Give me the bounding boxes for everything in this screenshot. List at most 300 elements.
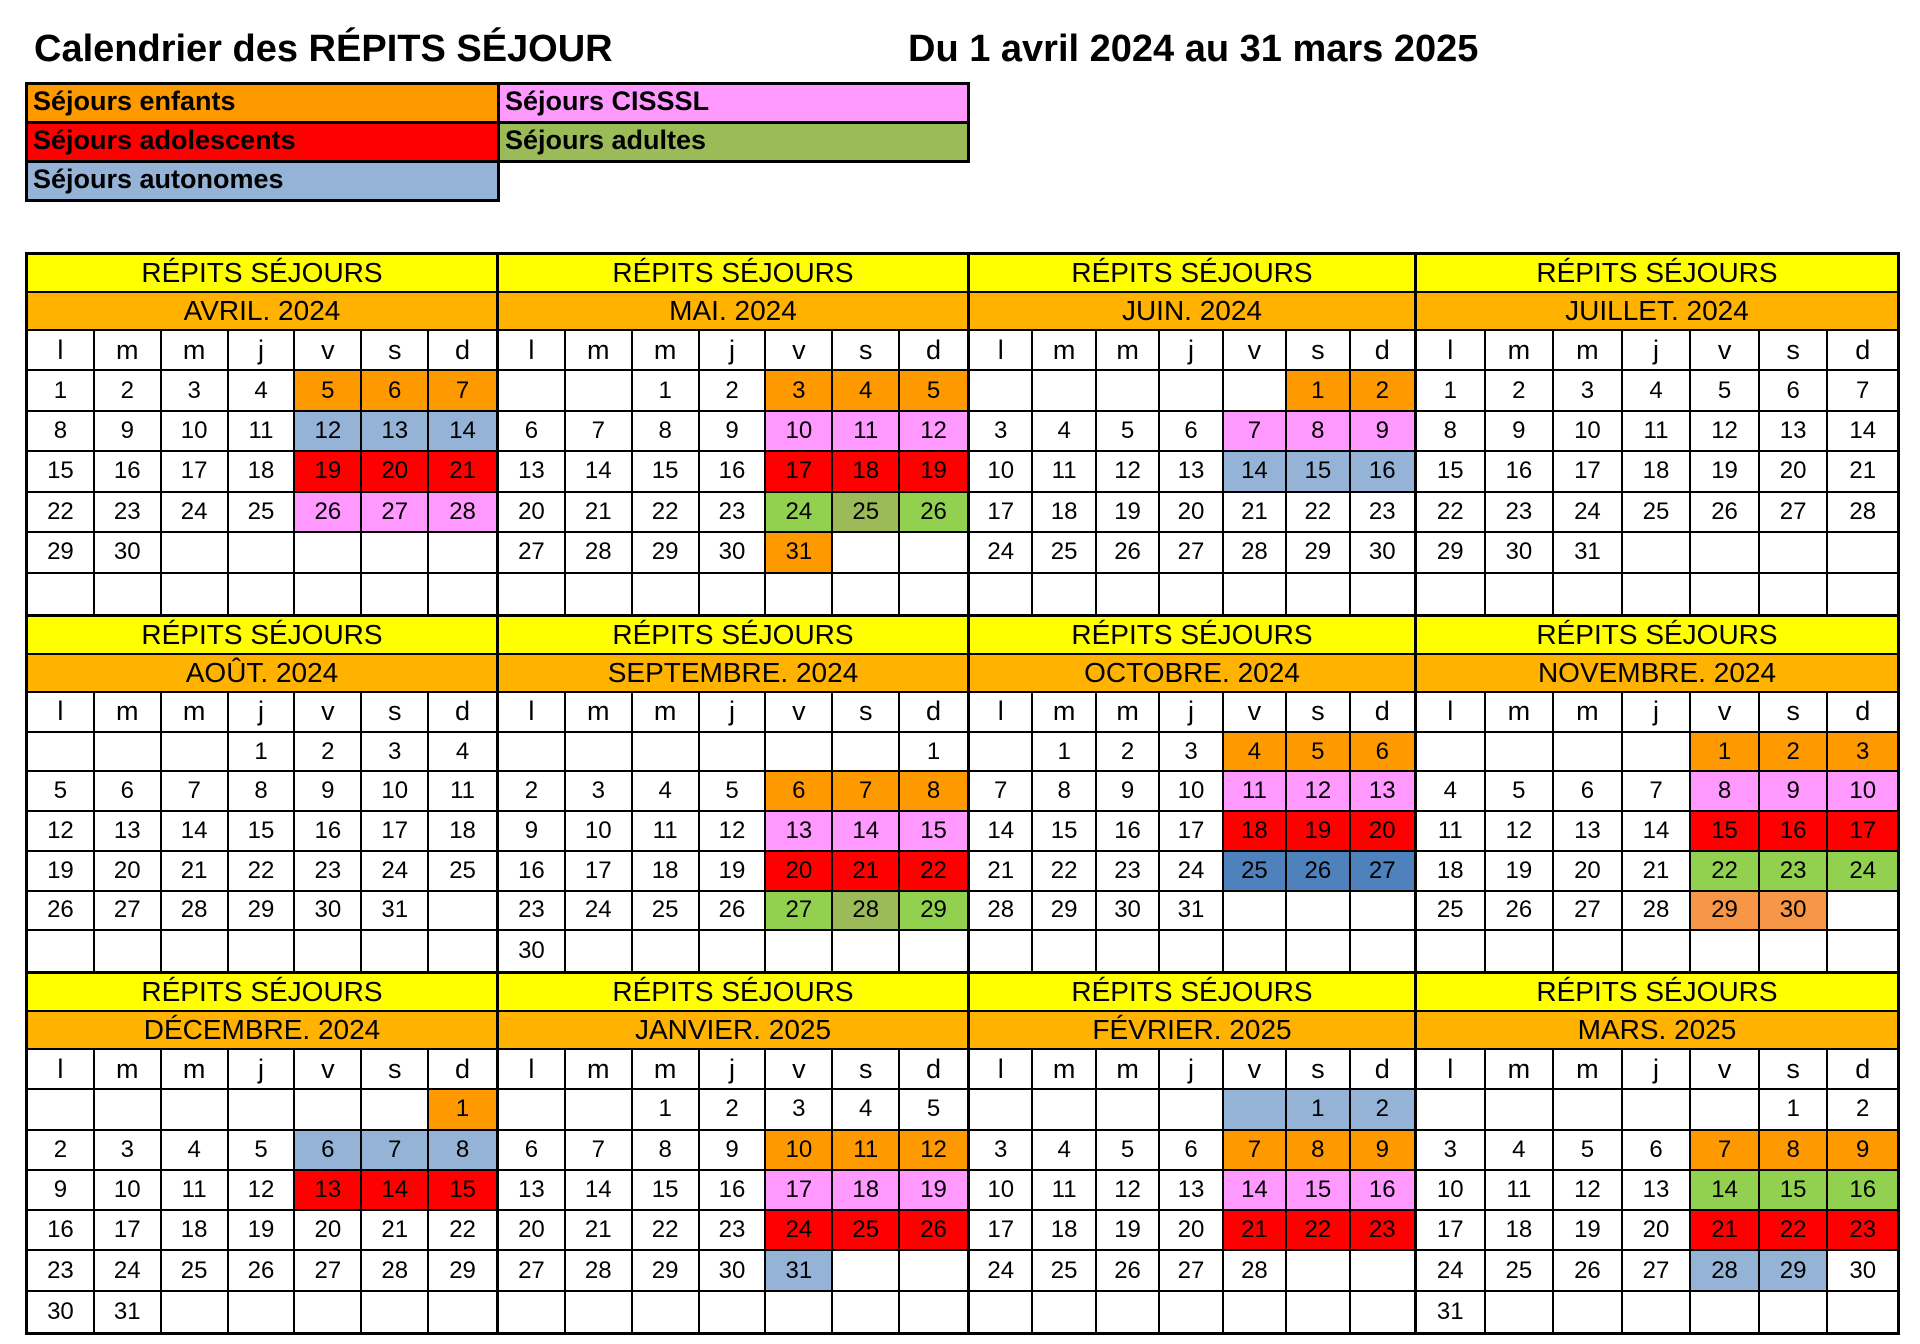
day-cell — [566, 733, 633, 773]
weekday-header: l — [1417, 1050, 1486, 1090]
day-cell — [499, 733, 566, 773]
day-cell: 7 — [970, 772, 1033, 812]
day-cell: 11 — [162, 1171, 229, 1211]
weekday-header: s — [362, 331, 429, 371]
day-cell — [766, 931, 833, 971]
day-cell: 29 — [633, 533, 700, 573]
day-cell: 9 — [95, 412, 162, 452]
day-cell: 17 — [766, 452, 833, 492]
day-cell: 14 — [1224, 1171, 1287, 1211]
day-cell: 28 — [566, 1251, 633, 1291]
day-cell: 6 — [1160, 412, 1223, 452]
weekday-header: m — [566, 693, 633, 733]
day-cell — [1160, 1292, 1223, 1332]
day-cell — [833, 1292, 900, 1332]
day-cell: 22 — [1287, 493, 1350, 533]
day-cell: 9 — [1097, 772, 1160, 812]
month-name: DÉCEMBRE. 2024 — [28, 1012, 496, 1050]
month-header-label: RÉPITS SÉJOURS — [28, 617, 496, 655]
day-cell: 30 — [1828, 1251, 1897, 1291]
weekday-header: j — [229, 331, 296, 371]
day-cell — [1351, 931, 1414, 971]
month-days-grid — [28, 331, 496, 614]
day-cell: 7 — [566, 1131, 633, 1171]
weekday-header: m — [1033, 331, 1096, 371]
day-cell: 30 — [499, 931, 566, 971]
day-cell: 28 — [1623, 892, 1692, 932]
day-cell — [1287, 931, 1350, 971]
day-cell: 6 — [1623, 1131, 1692, 1171]
day-cell: 6 — [95, 772, 162, 812]
day-cell: 2 — [499, 772, 566, 812]
day-cell: 27 — [1554, 892, 1623, 932]
day-cell: 17 — [362, 812, 429, 852]
day-cell — [833, 574, 900, 614]
day-cell — [295, 931, 362, 971]
day-cell: 17 — [1828, 812, 1897, 852]
month-calendar — [496, 252, 970, 617]
legend-cisssl-label: Séjours CISSSL — [505, 86, 710, 116]
day-cell — [229, 1292, 296, 1332]
day-cell: 20 — [1351, 812, 1414, 852]
day-cell: 21 — [1224, 1211, 1287, 1251]
day-cell — [1554, 574, 1623, 614]
day-cell: 22 — [1417, 493, 1486, 533]
day-cell: 18 — [1417, 852, 1486, 892]
day-cell: 24 — [566, 892, 633, 932]
day-cell — [1287, 1292, 1350, 1332]
day-cell: 23 — [1351, 1211, 1414, 1251]
day-cell — [1760, 533, 1829, 573]
day-cell: 30 — [700, 533, 767, 573]
day-cell: 27 — [499, 1251, 566, 1291]
day-cell: 3 — [1828, 733, 1897, 773]
weekday-header: l — [28, 331, 95, 371]
day-cell: 1 — [1287, 1090, 1350, 1130]
weekday-header: d — [1828, 693, 1897, 733]
day-cell: 16 — [28, 1211, 95, 1251]
day-cell: 4 — [833, 371, 900, 411]
month-days-grid — [1417, 331, 1897, 614]
day-cell: 8 — [1417, 412, 1486, 452]
day-cell — [1224, 1090, 1287, 1130]
weekday-header: m — [162, 331, 229, 371]
day-cell — [1554, 733, 1623, 773]
day-cell: 22 — [28, 493, 95, 533]
day-cell: 28 — [429, 493, 496, 533]
day-cell — [1160, 574, 1223, 614]
day-cell: 24 — [1554, 493, 1623, 533]
day-cell: 2 — [1486, 371, 1555, 411]
day-cell: 9 — [1486, 412, 1555, 452]
weekday-header: d — [429, 1050, 496, 1090]
day-cell: 31 — [95, 1292, 162, 1332]
day-cell: 7 — [1691, 1131, 1760, 1171]
day-cell: 7 — [362, 1131, 429, 1171]
month-days-grid — [499, 331, 967, 614]
day-cell — [833, 931, 900, 971]
day-cell: 20 — [766, 852, 833, 892]
weekday-header: d — [1351, 693, 1414, 733]
day-cell — [970, 1090, 1033, 1130]
day-cell: 14 — [1224, 452, 1287, 492]
day-cell: 14 — [429, 412, 496, 452]
month-calendar — [496, 614, 970, 974]
day-cell — [700, 733, 767, 773]
day-cell: 19 — [229, 1211, 296, 1251]
day-cell: 15 — [633, 452, 700, 492]
day-cell — [1224, 931, 1287, 971]
day-cell: 12 — [1287, 772, 1350, 812]
day-cell: 19 — [28, 852, 95, 892]
weekday-header: m — [1486, 1050, 1555, 1090]
month-name: SEPTEMBRE. 2024 — [499, 655, 967, 693]
day-cell: 25 — [1033, 1251, 1096, 1291]
day-cell — [1097, 1090, 1160, 1130]
day-cell: 24 — [362, 852, 429, 892]
day-cell: 21 — [1224, 493, 1287, 533]
legend-autonomes-label: Séjours autonomes — [33, 164, 284, 194]
month-days-grid — [499, 693, 967, 971]
month-name: FÉVRIER. 2025 — [970, 1012, 1414, 1050]
day-cell — [900, 1251, 967, 1291]
day-cell: 13 — [1160, 1171, 1223, 1211]
day-cell — [900, 1292, 967, 1332]
day-cell: 30 — [1097, 892, 1160, 932]
day-cell: 23 — [1097, 852, 1160, 892]
weekday-header: l — [970, 331, 1033, 371]
weekday-header: m — [1554, 693, 1623, 733]
day-cell: 24 — [1417, 1251, 1486, 1291]
day-cell — [1691, 574, 1760, 614]
month-name: MARS. 2025 — [1417, 1012, 1897, 1050]
day-cell: 10 — [766, 1131, 833, 1171]
weekday-header: d — [429, 693, 496, 733]
day-cell — [1760, 1292, 1829, 1332]
day-cell: 20 — [1760, 452, 1829, 492]
day-cell: 9 — [1760, 772, 1829, 812]
day-cell: 2 — [1351, 371, 1414, 411]
day-cell: 21 — [1828, 452, 1897, 492]
day-cell: 6 — [766, 772, 833, 812]
weekday-header: s — [1760, 1050, 1829, 1090]
day-cell: 17 — [566, 852, 633, 892]
day-cell: 27 — [499, 533, 566, 573]
day-cell: 9 — [1828, 1131, 1897, 1171]
day-cell: 25 — [1033, 533, 1096, 573]
period-title: Du 1 avril 2024 au 31 mars 2025 — [908, 28, 1479, 70]
day-cell: 28 — [162, 892, 229, 932]
day-cell: 16 — [1760, 812, 1829, 852]
day-cell — [162, 533, 229, 573]
day-cell: 16 — [499, 852, 566, 892]
day-cell: 20 — [362, 452, 429, 492]
day-cell — [633, 733, 700, 773]
day-cell: 31 — [766, 533, 833, 573]
day-cell — [900, 931, 967, 971]
day-cell: 11 — [229, 412, 296, 452]
weekday-header: d — [429, 331, 496, 371]
day-cell: 22 — [1287, 1211, 1350, 1251]
day-cell: 4 — [1486, 1131, 1555, 1171]
day-cell — [362, 931, 429, 971]
day-cell: 5 — [1486, 772, 1555, 812]
day-cell: 5 — [900, 371, 967, 411]
day-cell — [499, 574, 566, 614]
weekday-header: d — [900, 1050, 967, 1090]
weekday-header: m — [1554, 1050, 1623, 1090]
day-cell: 12 — [1691, 412, 1760, 452]
day-cell — [1224, 892, 1287, 932]
day-cell: 30 — [28, 1292, 95, 1332]
day-cell: 11 — [1417, 812, 1486, 852]
weekday-header: s — [362, 693, 429, 733]
day-cell: 22 — [633, 1211, 700, 1251]
day-cell: 17 — [970, 1211, 1033, 1251]
day-cell: 29 — [633, 1251, 700, 1291]
day-cell — [362, 1292, 429, 1332]
month-days-grid — [1417, 693, 1897, 971]
day-cell — [95, 574, 162, 614]
month-days-grid — [970, 331, 1414, 614]
day-cell: 4 — [1224, 733, 1287, 773]
weekday-header: j — [1160, 693, 1223, 733]
day-cell: 3 — [970, 412, 1033, 452]
day-cell: 11 — [833, 412, 900, 452]
day-cell: 31 — [1160, 892, 1223, 932]
day-cell — [1417, 931, 1486, 971]
legend-adultes-label: Séjours adultes — [505, 125, 707, 155]
weekday-header: l — [499, 1050, 566, 1090]
day-cell — [1033, 371, 1096, 411]
day-cell: 13 — [95, 812, 162, 852]
day-cell: 22 — [633, 493, 700, 533]
day-cell: 27 — [1160, 1251, 1223, 1291]
day-cell — [833, 733, 900, 773]
month-header-label: RÉPITS SÉJOURS — [1417, 617, 1897, 655]
day-cell: 22 — [1691, 852, 1760, 892]
day-cell: 12 — [1097, 1171, 1160, 1211]
day-cell — [1033, 1292, 1096, 1332]
day-cell: 5 — [1097, 412, 1160, 452]
day-cell: 13 — [1554, 812, 1623, 852]
day-cell — [766, 574, 833, 614]
weekday-header: l — [28, 693, 95, 733]
day-cell: 15 — [229, 812, 296, 852]
day-cell: 18 — [1033, 1211, 1096, 1251]
day-cell: 5 — [229, 1131, 296, 1171]
day-cell: 12 — [700, 812, 767, 852]
month-name: OCTOBRE. 2024 — [970, 655, 1414, 693]
day-cell: 6 — [1160, 1131, 1223, 1171]
day-cell — [95, 733, 162, 773]
day-cell: 29 — [1417, 533, 1486, 573]
day-cell: 1 — [1033, 733, 1096, 773]
day-cell: 20 — [1623, 1211, 1692, 1251]
weekday-header: v — [295, 693, 362, 733]
day-cell — [229, 533, 296, 573]
day-cell: 28 — [1828, 493, 1897, 533]
day-cell: 24 — [95, 1251, 162, 1291]
day-cell — [499, 1090, 566, 1130]
day-cell: 19 — [900, 452, 967, 492]
day-cell: 11 — [1486, 1171, 1555, 1211]
day-cell — [1351, 1251, 1414, 1291]
weekday-header: j — [700, 693, 767, 733]
day-cell — [229, 931, 296, 971]
day-cell: 15 — [429, 1171, 496, 1211]
day-cell: 17 — [95, 1211, 162, 1251]
day-cell: 25 — [1486, 1251, 1555, 1291]
month-name: JANVIER. 2025 — [499, 1012, 967, 1050]
day-cell — [700, 574, 767, 614]
day-cell: 4 — [1033, 1131, 1096, 1171]
day-cell: 29 — [429, 1251, 496, 1291]
legend-autonomes — [25, 160, 500, 202]
day-cell: 18 — [833, 452, 900, 492]
day-cell — [95, 1090, 162, 1130]
day-cell — [162, 1292, 229, 1332]
day-cell — [1486, 1090, 1555, 1130]
day-cell — [633, 1292, 700, 1332]
month-name: AOÛT. 2024 — [28, 655, 496, 693]
day-cell — [970, 733, 1033, 773]
day-cell: 21 — [1691, 1211, 1760, 1251]
day-cell — [1417, 733, 1486, 773]
day-cell — [700, 1292, 767, 1332]
day-cell: 10 — [766, 412, 833, 452]
day-cell: 7 — [1828, 371, 1897, 411]
month-name: AVRIL. 2024 — [28, 293, 496, 331]
day-cell: 4 — [1417, 772, 1486, 812]
day-cell: 19 — [700, 852, 767, 892]
day-cell: 21 — [1623, 852, 1692, 892]
page-title: Calendrier des RÉPITS SÉJOUR — [34, 28, 613, 70]
day-cell — [295, 574, 362, 614]
day-cell: 15 — [1760, 1171, 1829, 1211]
day-cell: 22 — [429, 1211, 496, 1251]
day-cell — [1417, 574, 1486, 614]
day-cell: 30 — [1760, 892, 1829, 932]
day-cell: 18 — [162, 1211, 229, 1251]
weekday-header: s — [833, 331, 900, 371]
day-cell: 28 — [970, 892, 1033, 932]
day-cell — [429, 892, 496, 932]
day-cell — [229, 574, 296, 614]
day-cell: 9 — [1351, 412, 1414, 452]
day-cell — [1224, 1292, 1287, 1332]
day-cell — [1097, 574, 1160, 614]
day-cell: 24 — [766, 1211, 833, 1251]
day-cell: 1 — [429, 1090, 496, 1130]
day-cell: 13 — [1351, 772, 1414, 812]
day-cell: 21 — [970, 852, 1033, 892]
day-cell: 29 — [900, 892, 967, 932]
weekday-header: v — [1224, 331, 1287, 371]
weekday-header: d — [900, 693, 967, 733]
day-cell: 3 — [162, 371, 229, 411]
day-cell: 5 — [28, 772, 95, 812]
day-cell: 29 — [1691, 892, 1760, 932]
day-cell: 26 — [1486, 892, 1555, 932]
month-days-grid — [1417, 1050, 1897, 1332]
day-cell: 17 — [766, 1171, 833, 1211]
weekday-header: l — [499, 331, 566, 371]
day-cell: 1 — [633, 1090, 700, 1130]
weekday-header: m — [566, 331, 633, 371]
day-cell: 29 — [229, 892, 296, 932]
day-cell: 28 — [1691, 1251, 1760, 1291]
day-cell: 23 — [700, 493, 767, 533]
day-cell — [1417, 1090, 1486, 1130]
day-cell: 19 — [1287, 812, 1350, 852]
day-cell — [1828, 1292, 1897, 1332]
day-cell: 4 — [429, 733, 496, 773]
day-cell: 23 — [1760, 852, 1829, 892]
day-cell: 18 — [1486, 1211, 1555, 1251]
day-cell: 26 — [700, 892, 767, 932]
day-cell — [970, 1292, 1033, 1332]
day-cell: 8 — [1033, 772, 1096, 812]
weekday-header: s — [1287, 331, 1350, 371]
month-calendar — [1414, 252, 1900, 617]
day-cell: 11 — [633, 812, 700, 852]
day-cell: 4 — [1033, 412, 1096, 452]
day-cell: 21 — [429, 452, 496, 492]
day-cell — [162, 931, 229, 971]
day-cell: 3 — [1417, 1131, 1486, 1171]
day-cell: 2 — [95, 371, 162, 411]
day-cell: 10 — [1828, 772, 1897, 812]
day-cell — [429, 1292, 496, 1332]
day-cell: 26 — [28, 892, 95, 932]
day-cell: 24 — [766, 493, 833, 533]
day-cell: 5 — [1554, 1131, 1623, 1171]
day-cell — [429, 574, 496, 614]
weekday-header: m — [566, 1050, 633, 1090]
month-header-label: RÉPITS SÉJOURS — [499, 974, 967, 1012]
day-cell: 16 — [700, 1171, 767, 1211]
day-cell: 13 — [1760, 412, 1829, 452]
weekday-header: v — [766, 331, 833, 371]
weekday-header: m — [95, 1050, 162, 1090]
day-cell — [1691, 533, 1760, 573]
day-cell — [1033, 1090, 1096, 1130]
day-cell: 27 — [1351, 852, 1414, 892]
day-cell: 13 — [1623, 1171, 1692, 1211]
day-cell: 1 — [1691, 733, 1760, 773]
day-cell: 12 — [1486, 812, 1555, 852]
day-cell: 6 — [362, 371, 429, 411]
day-cell: 20 — [295, 1211, 362, 1251]
day-cell: 8 — [429, 1131, 496, 1171]
day-cell: 6 — [1554, 772, 1623, 812]
legend-adolescents-label: Séjours adolescents — [33, 125, 296, 155]
day-cell: 11 — [833, 1131, 900, 1171]
day-cell: 6 — [1760, 371, 1829, 411]
day-cell: 14 — [970, 812, 1033, 852]
day-cell: 20 — [1160, 1211, 1223, 1251]
month-header-label: RÉPITS SÉJOURS — [499, 255, 967, 293]
day-cell: 25 — [1417, 892, 1486, 932]
day-cell: 26 — [295, 493, 362, 533]
day-cell — [970, 371, 1033, 411]
weekday-header: j — [1623, 331, 1692, 371]
weekday-header: v — [295, 1050, 362, 1090]
day-cell: 9 — [700, 1131, 767, 1171]
weekday-header: s — [1760, 331, 1829, 371]
day-cell: 18 — [229, 452, 296, 492]
